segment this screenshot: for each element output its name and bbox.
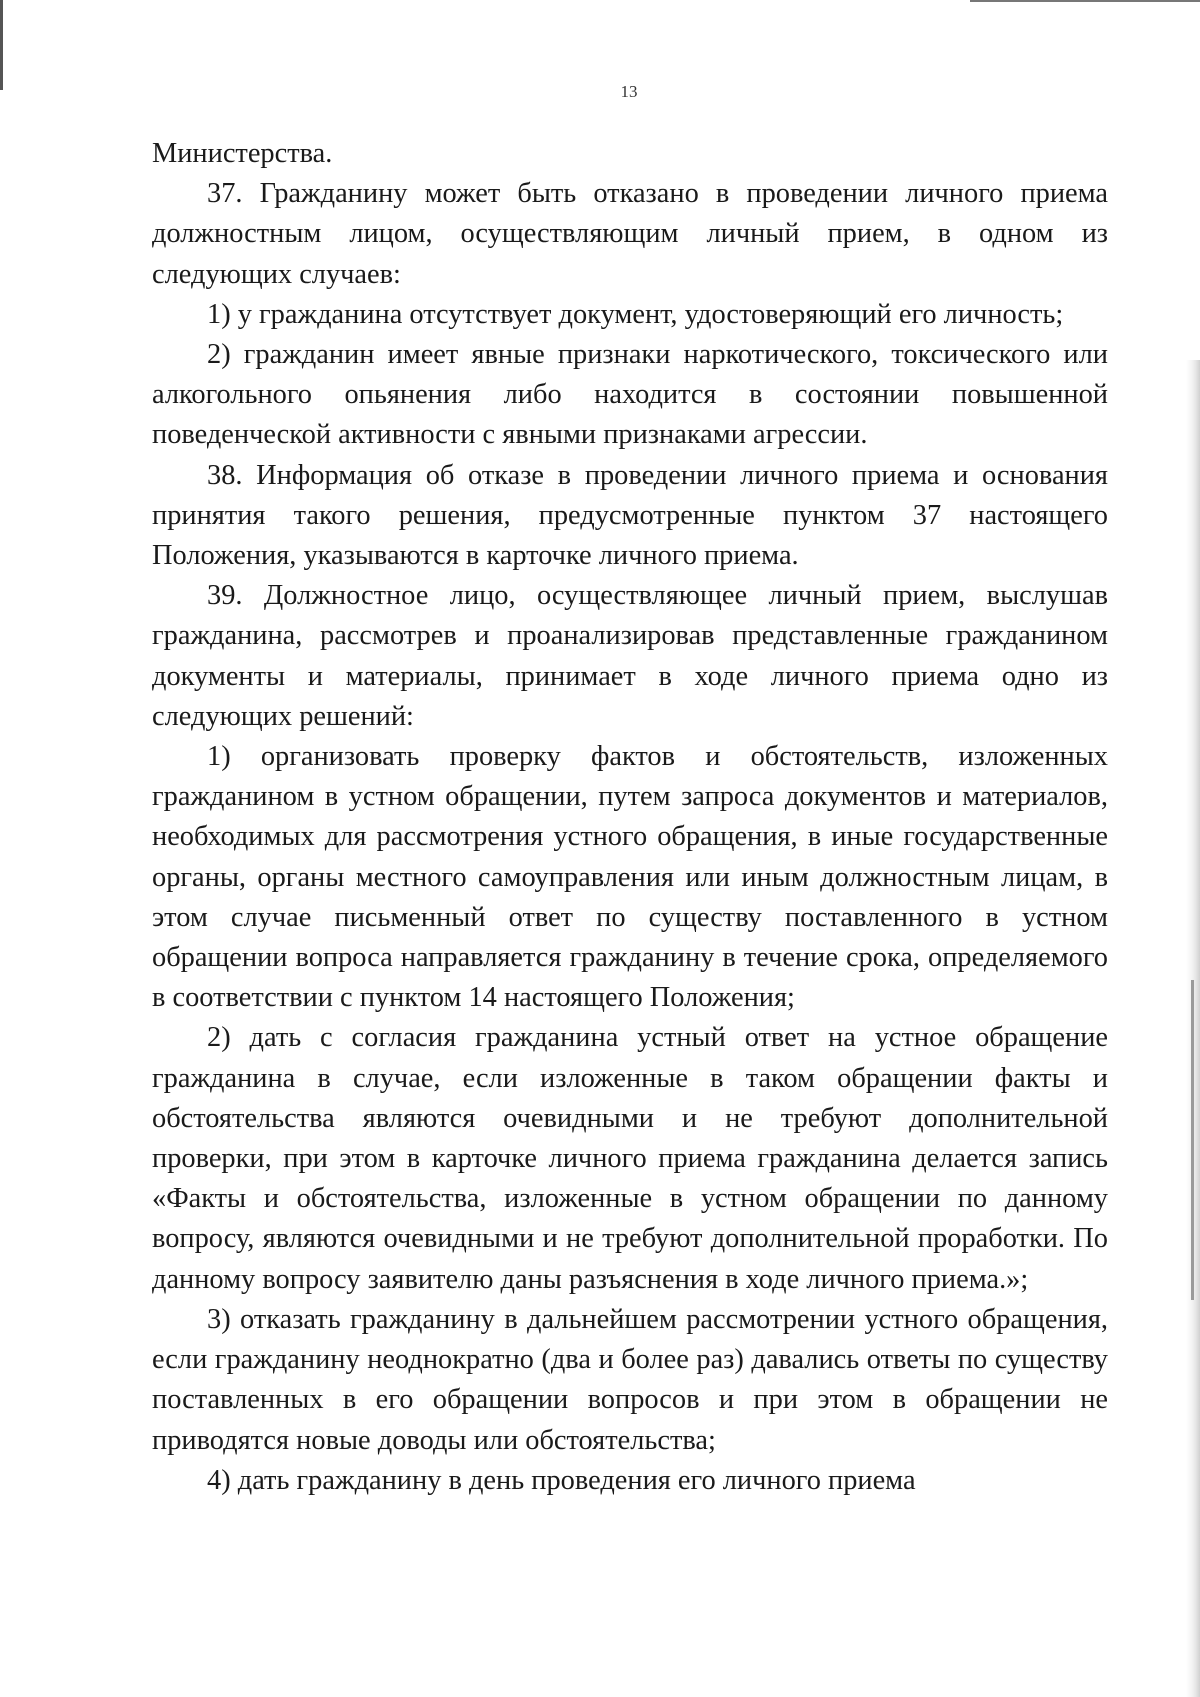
page-number: 13 bbox=[620, 82, 638, 101]
paragraph: 38. Информация об отказе в проведении личного приема и основания принятия такого решения, предусмотренные пунктом 37 настоящего Положения, указываются в карточке личного приема. bbox=[152, 459, 1108, 572]
document-body bbox=[152, 134, 1108, 1501]
paragraph: 37. Гражданину может быть отказано в проведении личного приема должностным лицом, осуществляющим личный прием, в одном из следующих случаев: bbox=[152, 178, 1108, 290]
paragraph: 2) гражданин имеет явные признаки наркотического, токсического или алкогольного опьянения либо находится в состоянии повышенной поведенческой активности с явными признаками агрессии. bbox=[152, 339, 1108, 451]
paragraph: 4) дать гражданину в день проведения его личного приема bbox=[207, 1464, 916, 1496]
scan-border-top bbox=[970, 0, 1200, 2]
paragraph: Министерства. bbox=[152, 138, 333, 169]
scan-border-right bbox=[1191, 980, 1194, 1300]
paragraph: 2) дать с согласия гражданина устный ответ на устное обращение гражданина в случае, если изложенные в таком обращении факты и обстоятельства являются очевидными и не требуют дополнительной проверки, при этом в карточке личного приема гражданина делается запись «Факты и обстоятельства, изложенные в устном обращении по данному вопросу, являются очевидными и не требуют дополнительной проработки. По данному вопросу заявителю даны разъяснения в ходе личного приема.»; bbox=[152, 1022, 1108, 1295]
paragraph: 3) отказать гражданину в дальнейшем рассмотрении устного обращения, если гражданину неоднократно (два и более раз) давались ответы по существу поставленных в его обращении вопросов и при этом в обращении не приводятся новые доводы или обстоятельства; bbox=[152, 1303, 1108, 1456]
paragraph: 1) организовать проверку фактов и обстоятельств, изложенных гражданином в устном обращении, путем запроса документов и материалов, необходимых для рассмотрения устного обращения, в иные государственные органы, органы местного самоуправления или иным должностным лицам, в этом случае письменный ответ по существу поставленного в устном обращении вопроса направляется гражданину в течение срока, определяемого в соответствии с пунктом 14 настоящего Положения; bbox=[152, 741, 1108, 1014]
paragraph: 1) у гражданина отсутствует документ, удостоверяющий его личность; bbox=[207, 298, 1064, 330]
scan-border-left bbox=[0, 0, 3, 90]
paragraph: 39. Должностное лицо, осуществляющее личный прием, выслушав гражданина, рассмотрев и проанализировав представленные гражданином документы и материалы, принимает в ходе личного приема одно из следующих решений: bbox=[152, 580, 1108, 732]
